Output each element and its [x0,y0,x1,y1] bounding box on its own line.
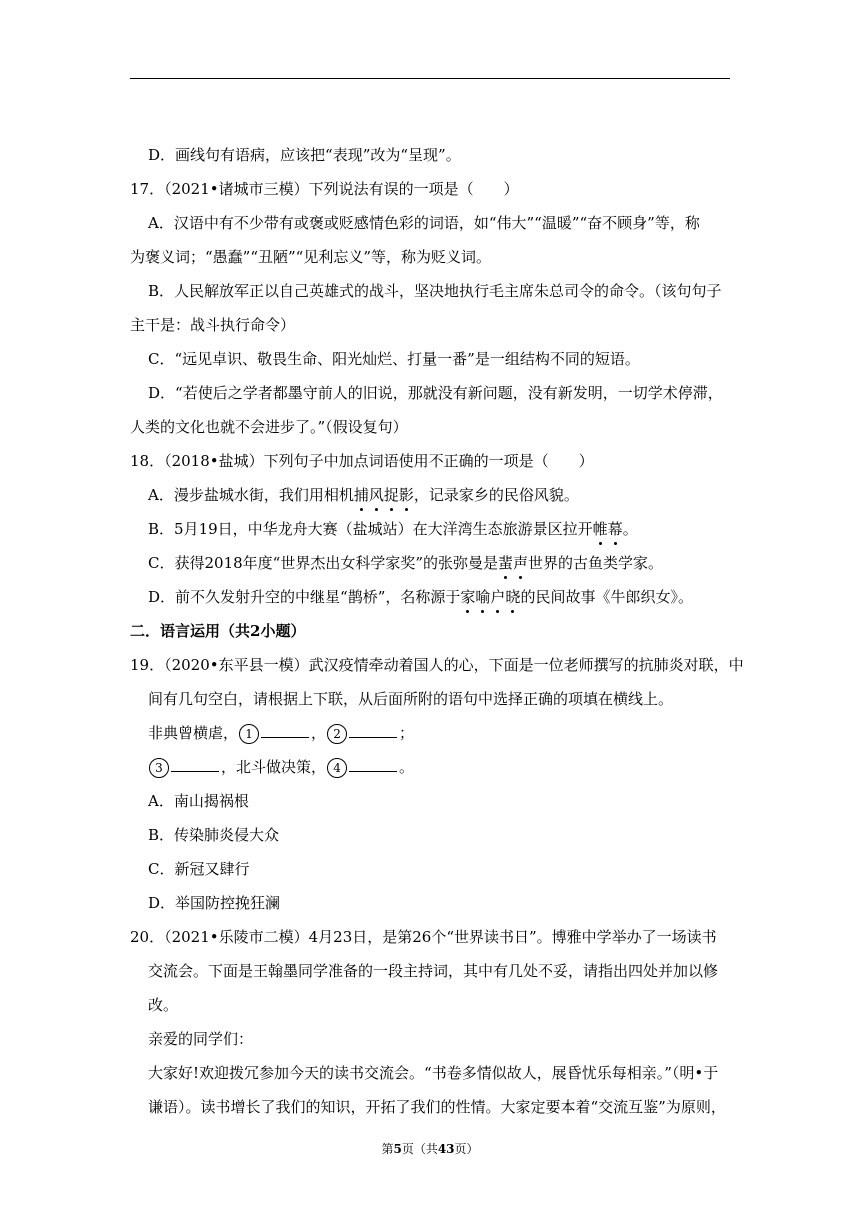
q17-stem: 17．（2021•诸城市三模）下列说法有误的一项是（ ） [130,180,519,198]
couplet-text: ，北斗做决策， [221,758,327,776]
q20-passage-line1: 大家好!欢迎拨冗参加今天的读书交流会。“书卷多情似故人，展昏忧乐每相亲。”（明•于 [148,1064,719,1082]
blank-4[interactable] [349,757,397,772]
q19-stem-line2: 间有几句空白，请根据上下联，从后面所附的语句中选择正确的项填在横线上。 [148,690,674,708]
q18-option-d [148,586,693,608]
blank-2[interactable] [349,723,397,738]
q17-option-b-line2: 主干是：战斗执行命令） [130,316,296,334]
q20-greeting: 亲爱的同学们： [148,1030,254,1048]
header-rule [130,78,730,79]
q18-b-dotted-word [593,520,623,538]
q18-a-text: A．漫步盐城水街，我们用相机 [148,486,354,504]
blank-number-4: 4 [327,758,347,778]
q17-option-a-line1: A．汉语中有不少带有或褒或贬感情色彩的词语，如“伟大”“温暖”“奋不顾身”等，称 [148,214,700,232]
emphasis-dot-char: 影 [398,486,414,504]
emphasis-dot-char: 户 [490,588,506,606]
q19-option-a: A．南山揭祸根 [148,792,249,810]
q20-passage-line2: 谦语）。读书增长了我们的知识，开拓了我们的性情。大家定要本着“交流互鉴”为原则， [148,1098,726,1116]
q18-stem: 18．（2018•盐城）下列句子中加点词语使用不正确的一项是（ ） [130,452,594,470]
couplet-semicolon: ； [399,724,415,742]
q17-option-d-line2: 人类的文化也就不会进步了。”（假设复句） [130,418,408,436]
couplet-period: 。 [399,758,415,776]
q18-option-b [148,518,638,540]
couplet-comma: ， [311,724,327,742]
q18-c-dotted-word [498,554,528,572]
blank-3[interactable] [171,757,219,772]
emphasis-dot-char: 蜚 [498,554,514,572]
q18-d-text-end: 的民间故事《牛郎织女》。 [520,588,693,606]
emphasis-dot-char: 家 [460,588,476,606]
q17-option-c: C．“远见卓识、敬畏生命、阳光灿烂、打量一番”是一组结构不同的短语。 [148,350,640,368]
q19-couplet-line1 [148,722,414,744]
emphasis-dot-char: 晓 [505,588,521,606]
current-page-number: 5 [393,1142,402,1156]
q18-b-text-end: 。 [622,520,638,538]
q16-option-d: D．画线句有语病，应该把“表现”改为“呈现”。 [148,146,461,164]
q17-option-d-line1: D．“若使后之学者都墨守前人的旧说，那就没有新问题，没有新发明，一切学术停滞， [148,384,723,402]
q20-stem-line3: 改。 [148,996,179,1014]
emphasis-dot-char: 帷 [592,520,608,538]
emphasis-dot-char: 捕 [353,486,369,504]
q19-couplet-line2 [148,756,414,778]
q18-c-text-end: 世界的古鱼类学家。 [528,554,664,572]
section-title: 二．语言运用（共2小题） [130,622,306,640]
q20-stem-line1: 20．（2021•乐陵市二模）4月23日，是第26个“世界读书日”。博雅中学举办了一场读书 [130,928,717,946]
page-footer [0,1140,860,1157]
footer-text: 页） [454,1142,479,1156]
q17-option-a-line2: 为褒义词；“愚蠢”“丑陋”“见利忘义”等，称为贬义词。 [130,248,492,266]
emphasis-dot-char: 喻 [475,588,491,606]
blank-number-1: 1 [239,724,259,744]
q19-option-d: D．举国防控挽狂澜 [148,894,281,912]
couplet-text: 非典曾横虐， [148,724,239,742]
q18-c-text: C．获得2018年度“世界杰出女科学家奖”的张弥曼是 [148,554,498,572]
q17-option-b-line1: B．人民解放军正以自己英雄式的战斗，坚决地执行毛主席朱总司令的命令。（该句句子 [148,282,722,300]
total-page-number: 43 [437,1142,455,1156]
q18-d-text: D．前不久发射升空的中继星“鹊桥”，名称源于 [148,588,461,606]
footer-text: 页（共 [401,1142,438,1156]
q18-option-a [148,484,579,506]
q18-a-text-end: ，记录家乡的民俗风貌。 [413,486,579,504]
blank-number-3: 3 [149,758,169,778]
emphasis-dot-char: 捉 [383,486,399,504]
emphasis-dot-char: 声 [513,554,529,572]
emphasis-dot-char: 风 [368,486,384,504]
q20-stem-line2: 交流会。下面是王翰墨同学准备的一段主持词，其中有几处不妥，请指出四处并加以修 [148,962,719,980]
q18-a-dotted-word [354,486,414,504]
q19-option-b: B．传染肺炎侵大众 [148,826,280,844]
q18-b-text: B．5月19日，中华龙舟大赛（盐城站）在大洋湾生态旅游景区拉开 [148,520,593,538]
q19-option-c: C．新冠又肆行 [148,860,250,878]
q18-d-dotted-word [460,588,520,606]
q18-option-c [148,552,663,574]
blank-number-2: 2 [327,724,347,744]
q19-stem-line1: 19．（2020•东平县一模）武汉疫情牵动着国人的心，下面是一位老师撰写的抗肺炎对联，中 [130,656,744,674]
emphasis-dot-char: 幕 [607,520,623,538]
blank-1[interactable] [261,723,309,738]
footer-text: 第 [381,1142,394,1156]
